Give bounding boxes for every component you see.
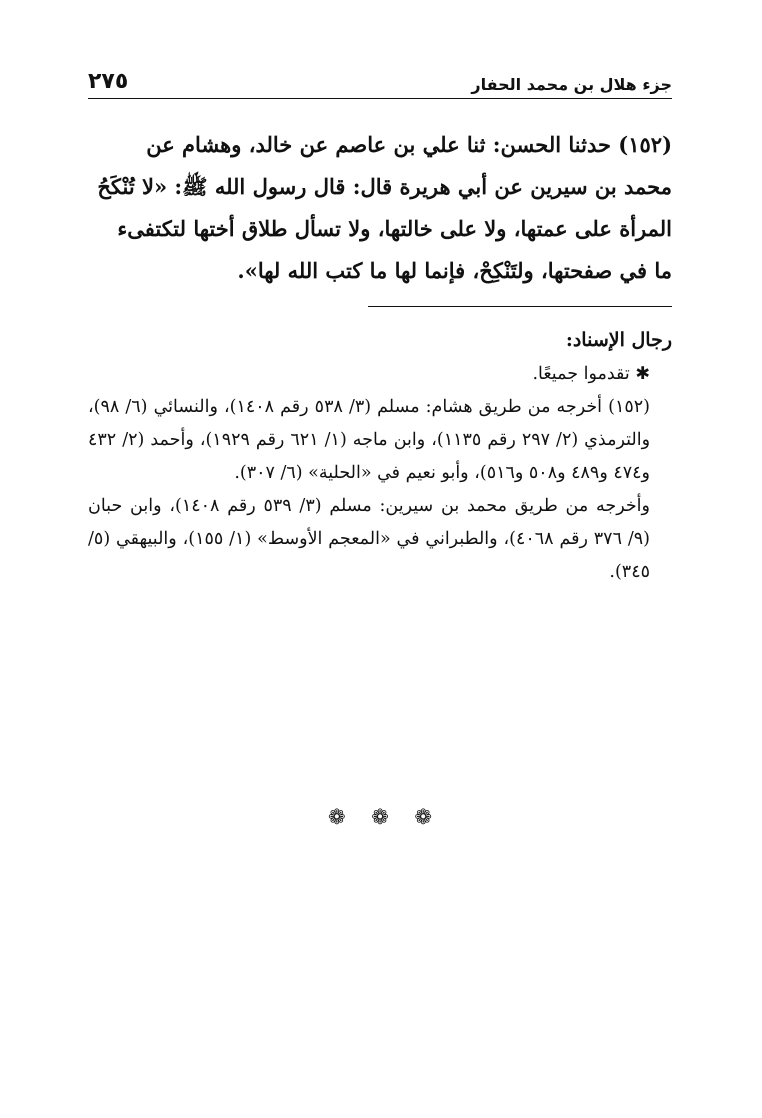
- hadith-line: المرأة على عمتها، ولا على خالتها، ولا تسأل طلاق أختها لتكتفىء: [117, 216, 672, 241]
- hadith-line: محمد بن سيرين عن أبي هريرة قال: قال رسول الله ﷺ: «لا تُنْكَحُ: [97, 174, 672, 199]
- hadith-text: [88, 124, 672, 292]
- page-number: ٢٧٥: [88, 69, 129, 94]
- page-header: [88, 60, 672, 94]
- hadith-line: (١٥٢) حدثنا الحسن: ثنا علي بن عاصم عن خالد، وهشام عن: [146, 132, 672, 157]
- takhrij-paragraph-1: (١٥٢) أخرجه من طريق هشام: مسلم (٣/ ٥٣٨ رقم ١٤٠٨)، والنسائي (٦/ ٩٨)، والترمذي (٢/ ٢٩٧ رقم ١١٣٥)، وابن ماجه (١/ ٦٢١ رقم ١٩٢٩)، وأحمد (٢/ ٤٣٢ و٤٧٤ و٤٨٩ و٥٠٨ و٥١٦)، وأبو نعيم في «الحلية» (٦/ ٣٠٧).: [88, 397, 651, 483]
- section-end-ornaments: [328, 800, 432, 834]
- footnotes: [88, 322, 672, 589]
- running-title: جزء هلال بن محمد الحفار: [471, 75, 672, 94]
- narrators-note: ✱ تقدموا جميعًا.: [532, 364, 650, 384]
- flower-ornament-icon: ❁: [371, 805, 389, 829]
- hadith-line: ما في صفحتها، ولتَنْكِحْ، فإنما لها ما كتب الله لها».: [237, 258, 672, 283]
- section-separator: [368, 306, 672, 307]
- narrators-heading: رجال الإسناد:: [565, 329, 672, 351]
- takhrij-paragraph-2: وأخرجه من طريق محمد بن سيرين: مسلم (٣/ ٥٣٩ رقم ١٤٠٨)، وابن حبان (٩/ ٣٧٦ رقم ٤٠٦٨)، والطبراني في «المعجم الأوسط» (١/ ١٥٥)، والبيهقي (٥/ ٣٤٥).: [88, 496, 650, 582]
- header-rule: [88, 98, 672, 99]
- flower-ornament-icon: ❁: [328, 805, 346, 829]
- flower-ornament-icon: ❁: [414, 805, 432, 829]
